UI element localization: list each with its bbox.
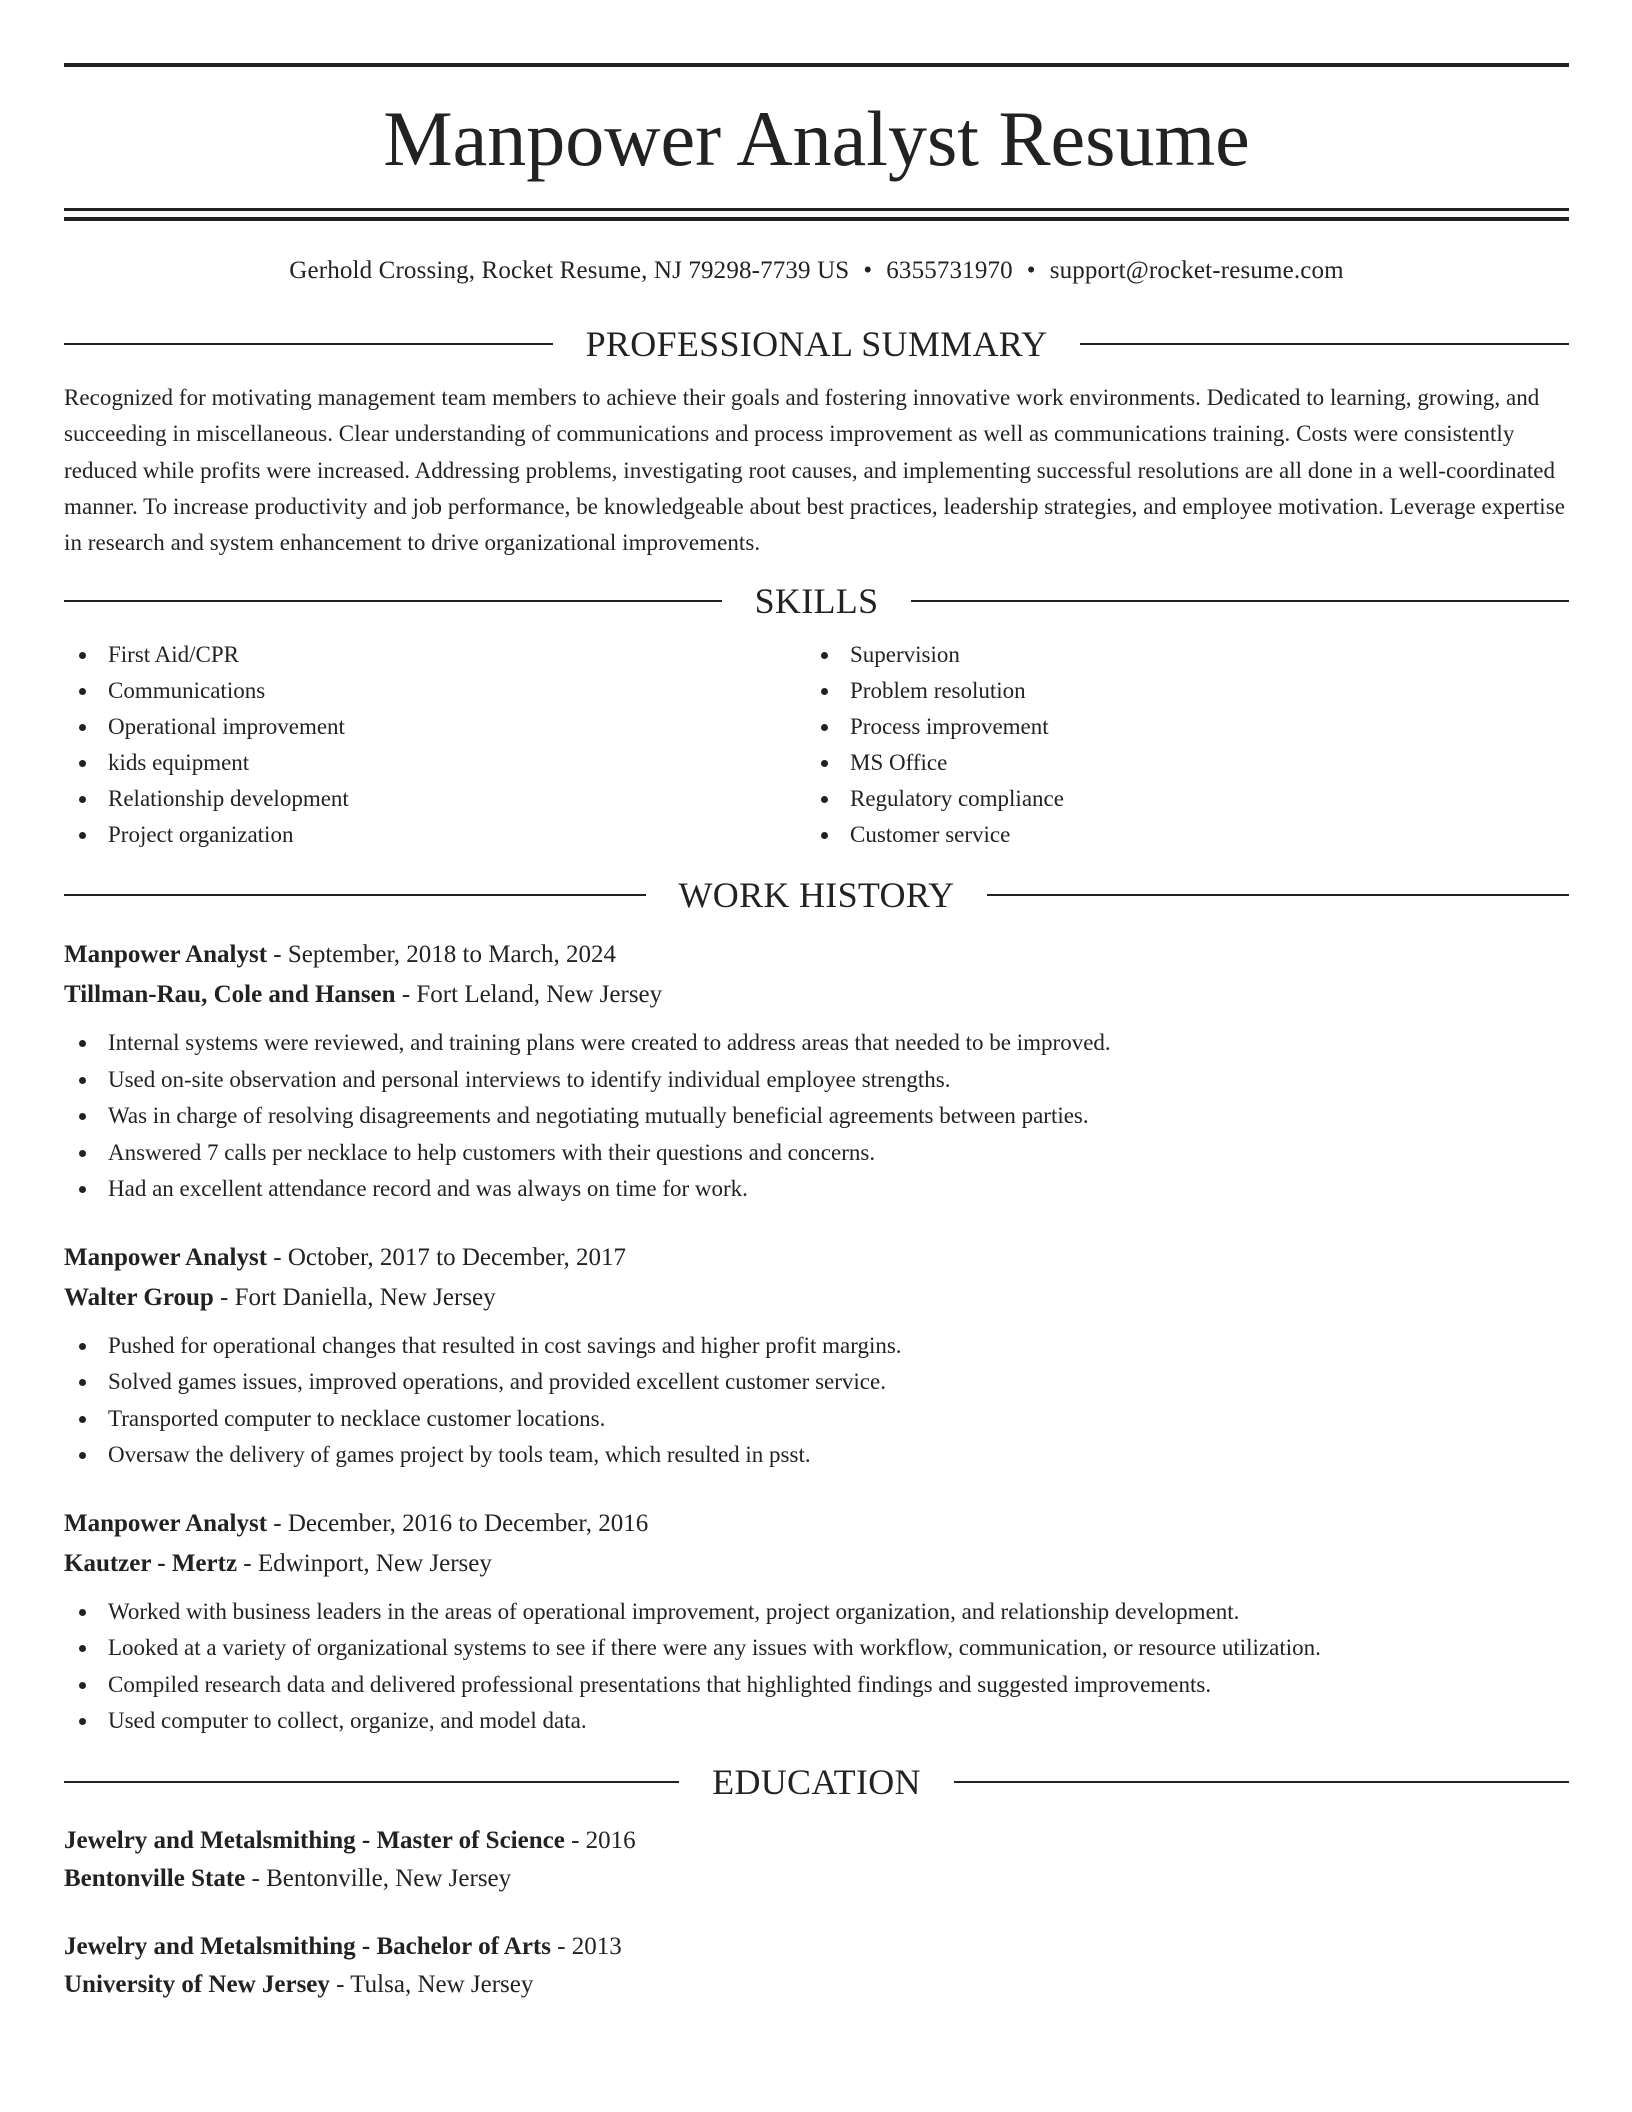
job-dates: - September, 2018 to March, 2024	[267, 941, 616, 969]
skill-item: Process improvement	[806, 709, 1548, 745]
skills-column-left	[64, 637, 806, 853]
company-location: - Fort Daniella, New Jersey	[213, 1283, 496, 1311]
skill-item: Project organization	[64, 817, 806, 853]
job-duty-item: Worked with business leaders in the areas of operational improvement, project organization, and relationship development.	[64, 1594, 1569, 1631]
professional-summary: Recognized for motivating management team members to achieve their goals and fostering innovative work environments. Dedicated to learning, growing, and succeeding in miscellaneous. Clear understanding of communications and process improvement as well as communications training. Costs were consistently reduced while profits were increased. Addressing problems, investigating root causes, and implementing successful resolutions are all done in a well-coordinated manner. To increase productivity and job performance, be knowledgeable about best practices, leadership strategies, and employee motivation. Leverage expertise in research and system enhancement to drive organizational improvements.	[64, 385, 1565, 556]
contact-phone: 6355731970	[886, 257, 1013, 284]
contact-separator: •	[1026, 257, 1036, 284]
job-duties	[64, 1594, 1569, 1740]
school-location: - Bentonville, New Jersey	[245, 1864, 512, 1892]
skill-item: Problem resolution	[806, 673, 1548, 709]
job-duty-item: Oversaw the delivery of games project by tools team, which resulted in psst.	[64, 1437, 1569, 1474]
company-location: - Edwinport, New Jersey	[237, 1549, 492, 1577]
job-duty-item: Was in charge of resolving disagreements and negotiating mutually beneficial agreements between parties.	[64, 1098, 1569, 1135]
job-title: Manpower Analyst	[64, 941, 268, 969]
title-double-rule	[64, 208, 1569, 221]
education-list	[64, 1822, 1569, 2004]
job-duty-item: Used computer to collect, organize, and model data.	[64, 1703, 1569, 1740]
work-history-list	[64, 935, 1569, 1740]
skill-item: Supervision	[806, 637, 1548, 673]
job-dates: - December, 2016 to December, 2016	[267, 1509, 649, 1537]
degree: Jewelry and Metalsmithing - Bachelor of Arts	[64, 1932, 551, 1960]
contact-line	[64, 256, 1569, 286]
company-name: Kautzer - Mertz	[64, 1549, 238, 1577]
job-duty-item: Solved games issues, improved operations, and provided excellent customer service.	[64, 1364, 1569, 1401]
skill-item: MS Office	[806, 745, 1548, 781]
section-title: WORK HISTORY	[678, 875, 955, 916]
job-duty-item: Looked at a variety of organizational systems to see if there were any issues with workflow, communication, or resource utilization.	[64, 1630, 1569, 1667]
job-duty-item: Had an excellent attendance record and was always on time for work.	[64, 1171, 1569, 1208]
job-duty-item: Answered 7 calls per necklace to help customers with their questions and concerns.	[64, 1135, 1569, 1172]
section-title: PROFESSIONAL SUMMARY	[585, 324, 1048, 364]
section-title: EDUCATION	[712, 1761, 921, 1802]
skill-item: Customer service	[806, 817, 1548, 853]
job-duty-item: Compiled research data and delivered professional presentations that highlighted findings and suggested improvements.	[64, 1667, 1569, 1704]
company-name: Walter Group	[64, 1283, 214, 1311]
skill-item: kids equipment	[64, 745, 806, 781]
section-heading-work-history	[64, 875, 1569, 915]
school-location: - Tulsa, New Jersey	[329, 1970, 534, 1998]
skill-item: First Aid/CPR	[64, 637, 806, 673]
skill-item: Relationship development	[64, 781, 806, 817]
skills-column-right	[806, 637, 1548, 853]
job-duty-item: Pushed for operational changes that resulted in cost savings and higher profit margins.	[64, 1328, 1569, 1365]
page-title: Manpower Analyst Resume	[383, 95, 1250, 182]
work-entry	[64, 1238, 1569, 1474]
job-title: Manpower Analyst	[64, 1243, 268, 1271]
job-duties	[64, 1328, 1569, 1474]
contact-email: support@rocket-resume.com	[1049, 257, 1344, 284]
section-title: SKILLS	[754, 581, 879, 622]
job-title: Manpower Analyst	[64, 1509, 268, 1537]
education-entry	[64, 1928, 1569, 2004]
degree: Jewelry and Metalsmithing - Master of Science	[64, 1826, 565, 1854]
work-entry	[64, 935, 1569, 1208]
contact-separator: •	[863, 257, 873, 284]
section-heading-education	[64, 1762, 1569, 1802]
skills-list	[64, 637, 1569, 853]
company-location: - Fort Leland, New Jersey	[395, 981, 663, 1009]
graduation-year: - 2013	[550, 1932, 622, 1960]
job-duties	[64, 1025, 1569, 1208]
section-heading-skills	[64, 581, 1569, 621]
school-name: Bentonville State	[64, 1864, 246, 1892]
job-dates: - October, 2017 to December, 2017	[267, 1243, 627, 1271]
job-duty-item: Internal systems were reviewed, and training plans were created to address areas that needed to be improved.	[64, 1025, 1569, 1062]
section-heading-summary	[64, 324, 1569, 364]
school-name: University of New Jersey	[64, 1970, 330, 1998]
company-name: Tillman-Rau, Cole and Hansen	[64, 981, 396, 1009]
education-entry	[64, 1822, 1569, 1898]
job-duty-item: Used on-site observation and personal interviews to identify individual employee strengths.	[64, 1062, 1569, 1099]
skill-item: Regulatory compliance	[806, 781, 1548, 817]
resume-page	[64, 0, 1569, 2004]
graduation-year: - 2016	[564, 1826, 636, 1854]
job-duty-item: Transported computer to necklace customer locations.	[64, 1401, 1569, 1438]
contact-address: Gerhold Crossing, Rocket Resume, NJ 79298-7739 US	[289, 257, 850, 284]
skill-item: Operational improvement	[64, 709, 806, 745]
work-entry	[64, 1504, 1569, 1740]
skill-item: Communications	[64, 673, 806, 709]
